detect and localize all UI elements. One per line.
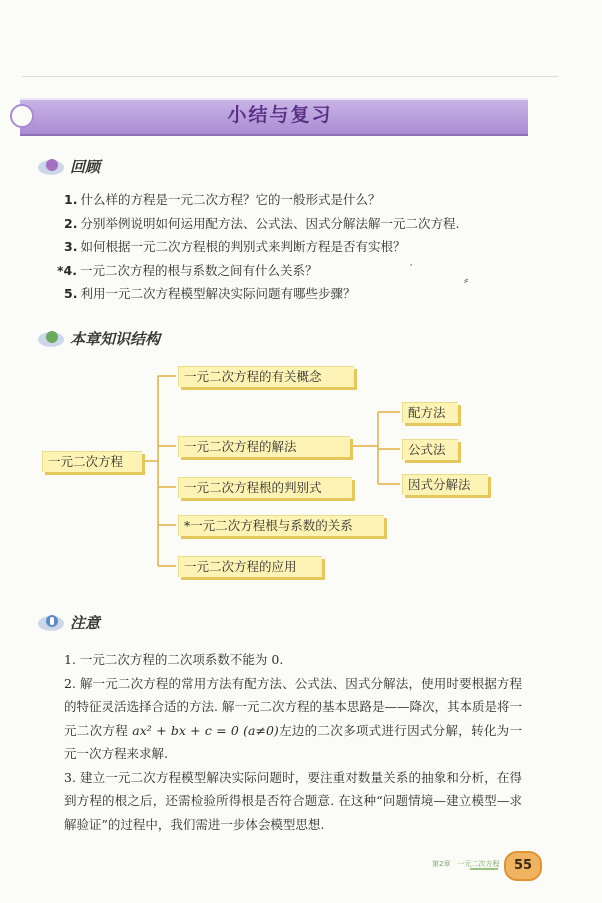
question-item: 1. 什么样的方程是一元二次方程？它的一般形式是什么？	[64, 192, 381, 207]
branch-node: *一元二次方程根与系数的关系	[178, 515, 384, 536]
question-item: 5. 利用一元二次方程模型解决实际问题有哪些步骤？	[64, 286, 356, 301]
branch-node: 一元二次方程的有关概念	[178, 366, 354, 387]
method-node: 因式分解法	[402, 474, 488, 495]
question-item: 2. 分别举例说明如何运用配方法、公式法、因式分解法解一元二次方程.	[64, 215, 460, 231]
pencil-mark: ′	[410, 262, 413, 275]
review-heading-label: 回顾	[70, 158, 101, 176]
notes-icon	[38, 613, 64, 633]
quadratic-formula: ax² + bx + c = 0 (a≠0)	[132, 722, 279, 738]
note-paragraph: 1. 一元二次方程的二次项系数不能为 0.	[64, 652, 284, 667]
structure-heading-label: 本章知识结构	[70, 330, 161, 348]
page-number: 55	[504, 851, 542, 881]
note-paragraph: 3. 建立一元二次方程模型解决实际问题时，要注重对数量关系的抽象和分析，在得到方程的根之后，还需检验所得根是否符合题意. 在这种“问题情境—建立模型—求解验证”的过程中，我们需进一步体会模型思想.	[64, 769, 522, 832]
notes-body	[64, 648, 522, 836]
chapter-label: 第2章 一元二次方程	[432, 860, 500, 868]
note-paragraph: 2. 解一元二次方程的常用方法有配方法、公式法、因式分解法，使用时要根据方程的特征灵活选择合适的方法. 解一元二次方程的基本思路是——降次，其本质是将一元二次方程 ax² + bx + c = 0 (a≠0)左边的二次多项式进行因式分解，转化为一元一次方程来求解.	[64, 675, 522, 761]
pencil-mark: ⸗	[464, 273, 469, 288]
question-item: *4. 一元二次方程的根与系数之间有什么关系？	[57, 262, 318, 278]
notes-heading	[38, 612, 100, 633]
branch-node: 一元二次方程根的判别式	[178, 477, 352, 498]
question-item: 3. 如何根据一元二次方程根的判别式来判断方程是否有实根？	[64, 239, 406, 254]
branch-node: 一元二次方程的应用	[178, 556, 322, 577]
notes-heading-label: 注意	[70, 614, 101, 632]
branch-node: 一元二次方程的解法	[178, 436, 350, 457]
page-title: 小结与复习	[227, 104, 333, 126]
method-node: 公式法	[402, 439, 458, 460]
root-node: 一元二次方程	[42, 451, 142, 472]
method-node: 配方法	[402, 402, 458, 423]
